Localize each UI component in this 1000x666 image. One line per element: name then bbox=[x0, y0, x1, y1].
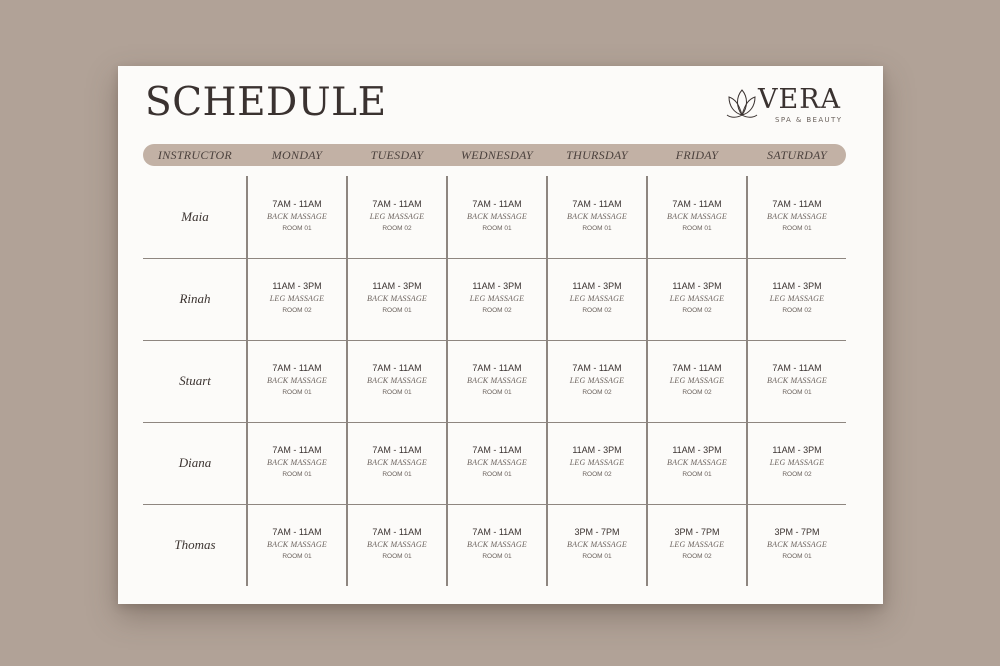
session-cell bbox=[747, 198, 847, 234]
header-day: MONDAY bbox=[271, 148, 323, 162]
session-cell bbox=[447, 362, 547, 398]
session-cell bbox=[647, 444, 747, 480]
session-time: 3PM - 7PM bbox=[774, 527, 820, 537]
session-cell bbox=[747, 280, 847, 316]
session-room: ROOM 02 bbox=[682, 389, 712, 396]
session-time: 7AM - 11AM bbox=[472, 199, 522, 209]
session-cell bbox=[647, 198, 747, 234]
session-room: ROOM 01 bbox=[382, 471, 412, 478]
session-time: 11AM - 3PM bbox=[272, 281, 322, 291]
header-day: TUESDAY bbox=[370, 148, 424, 162]
session-time: 7AM - 11AM bbox=[272, 527, 322, 537]
session-room: ROOM 01 bbox=[282, 471, 312, 478]
session-type: LEG MASSAGE bbox=[669, 376, 725, 385]
header-day: FRIDAY bbox=[675, 148, 719, 162]
session-type: BACK MASSAGE bbox=[267, 212, 327, 221]
session-room: ROOM 01 bbox=[382, 553, 412, 560]
session-cell bbox=[447, 444, 547, 480]
session-room: ROOM 01 bbox=[382, 307, 412, 314]
session-time: 7AM - 11AM bbox=[672, 363, 722, 373]
session-cell bbox=[347, 362, 447, 398]
session-cell bbox=[547, 444, 647, 480]
brand-tagline: SPA & BEAUTY bbox=[775, 116, 843, 124]
session-room: ROOM 01 bbox=[482, 553, 512, 560]
session-time: 7AM - 11AM bbox=[572, 363, 622, 373]
session-time: 7AM - 11AM bbox=[272, 445, 322, 455]
session-time: 11AM - 3PM bbox=[572, 281, 622, 291]
session-cell bbox=[447, 526, 547, 562]
session-time: 7AM - 11AM bbox=[472, 527, 522, 537]
session-room: ROOM 01 bbox=[782, 389, 812, 396]
session-room: ROOM 02 bbox=[582, 307, 612, 314]
instructor-name: Thomas bbox=[174, 537, 216, 552]
session-room: ROOM 02 bbox=[282, 307, 312, 314]
page-title: SCHEDULE bbox=[145, 80, 387, 125]
session-time: 11AM - 3PM bbox=[772, 445, 822, 455]
session-cell bbox=[347, 526, 447, 562]
session-room: ROOM 02 bbox=[682, 307, 712, 314]
row-divider bbox=[143, 422, 846, 423]
session-type: BACK MASSAGE bbox=[367, 376, 427, 385]
session-type: BACK MASSAGE bbox=[367, 540, 427, 549]
session-type: LEG MASSAGE bbox=[569, 458, 625, 467]
lotus-icon bbox=[725, 84, 759, 122]
session-type: BACK MASSAGE bbox=[367, 458, 427, 467]
session-type: BACK MASSAGE bbox=[767, 212, 827, 221]
session-type: BACK MASSAGE bbox=[467, 540, 527, 549]
session-room: ROOM 02 bbox=[782, 307, 812, 314]
session-type: BACK MASSAGE bbox=[367, 294, 427, 303]
session-room: ROOM 01 bbox=[682, 471, 712, 478]
session-time: 11AM - 3PM bbox=[772, 281, 822, 291]
session-type: LEG MASSAGE bbox=[769, 294, 825, 303]
session-room: ROOM 01 bbox=[782, 225, 812, 232]
session-time: 7AM - 11AM bbox=[772, 363, 822, 373]
session-room: ROOM 01 bbox=[282, 389, 312, 396]
session-type: LEG MASSAGE bbox=[669, 540, 725, 549]
schedule-grid bbox=[143, 176, 846, 586]
session-type: BACK MASSAGE bbox=[767, 376, 827, 385]
session-type: LEG MASSAGE bbox=[769, 458, 825, 467]
table-header bbox=[143, 144, 846, 166]
session-time: 7AM - 11AM bbox=[772, 199, 822, 209]
session-type: BACK MASSAGE bbox=[667, 212, 727, 221]
session-time: 7AM - 11AM bbox=[372, 199, 422, 209]
header-instructor: INSTRUCTOR bbox=[157, 148, 233, 162]
brand-name: VERA bbox=[758, 84, 842, 115]
session-cell bbox=[647, 526, 747, 562]
instructor-name: Diana bbox=[178, 455, 212, 470]
session-time: 7AM - 11AM bbox=[372, 363, 422, 373]
session-cell bbox=[647, 280, 747, 316]
session-room: ROOM 01 bbox=[282, 225, 312, 232]
instructor-name: Stuart bbox=[179, 373, 211, 388]
row-divider bbox=[143, 504, 846, 505]
session-type: LEG MASSAGE bbox=[269, 294, 325, 303]
session-type: BACK MASSAGE bbox=[767, 540, 827, 549]
session-cell bbox=[747, 362, 847, 398]
session-time: 7AM - 11AM bbox=[472, 363, 522, 373]
session-type: BACK MASSAGE bbox=[667, 458, 727, 467]
schedule-sheet bbox=[118, 66, 883, 604]
session-time: 7AM - 11AM bbox=[372, 445, 422, 455]
session-time: 3PM - 7PM bbox=[574, 527, 620, 537]
session-room: ROOM 01 bbox=[682, 225, 712, 232]
row-divider bbox=[143, 340, 846, 341]
session-time: 11AM - 3PM bbox=[572, 445, 622, 455]
session-time: 7AM - 11AM bbox=[272, 363, 322, 373]
session-time: 11AM - 3PM bbox=[472, 281, 522, 291]
instructor-name: Maia bbox=[181, 209, 209, 224]
session-type: BACK MASSAGE bbox=[567, 212, 627, 221]
session-room: ROOM 01 bbox=[482, 471, 512, 478]
session-room: ROOM 02 bbox=[482, 307, 512, 314]
session-cell bbox=[347, 280, 447, 316]
session-room: ROOM 01 bbox=[582, 225, 612, 232]
session-type: LEG MASSAGE bbox=[369, 212, 425, 221]
session-type: LEG MASSAGE bbox=[469, 294, 525, 303]
session-cell bbox=[347, 198, 447, 234]
session-time: 11AM - 3PM bbox=[372, 281, 422, 291]
session-cell bbox=[547, 526, 647, 562]
session-room: ROOM 02 bbox=[582, 389, 612, 396]
session-type: BACK MASSAGE bbox=[467, 376, 527, 385]
session-type: BACK MASSAGE bbox=[567, 540, 627, 549]
session-cell bbox=[547, 362, 647, 398]
row-divider bbox=[143, 258, 846, 259]
session-room: ROOM 01 bbox=[482, 225, 512, 232]
session-time: 7AM - 11AM bbox=[572, 199, 622, 209]
session-room: ROOM 02 bbox=[682, 553, 712, 560]
session-cell bbox=[747, 444, 847, 480]
session-cell bbox=[447, 280, 547, 316]
session-room: ROOM 01 bbox=[282, 553, 312, 560]
session-room: ROOM 01 bbox=[782, 553, 812, 560]
session-type: BACK MASSAGE bbox=[267, 540, 327, 549]
session-cell bbox=[247, 526, 347, 562]
session-time: 11AM - 3PM bbox=[672, 445, 722, 455]
session-cell bbox=[247, 198, 347, 234]
session-time: 11AM - 3PM bbox=[672, 281, 722, 291]
session-cell bbox=[247, 444, 347, 480]
session-time: 7AM - 11AM bbox=[672, 199, 722, 209]
session-cell bbox=[647, 362, 747, 398]
session-cell bbox=[747, 526, 847, 562]
instructor-name: Rinah bbox=[179, 291, 211, 306]
session-type: LEG MASSAGE bbox=[569, 376, 625, 385]
session-time: 7AM - 11AM bbox=[372, 527, 422, 537]
session-type: LEG MASSAGE bbox=[669, 294, 725, 303]
session-time: 7AM - 11AM bbox=[472, 445, 522, 455]
session-type: LEG MASSAGE bbox=[569, 294, 625, 303]
session-time: 7AM - 11AM bbox=[272, 199, 322, 209]
session-cell bbox=[447, 198, 547, 234]
session-type: BACK MASSAGE bbox=[267, 458, 327, 467]
session-type: BACK MASSAGE bbox=[267, 376, 327, 385]
header-day: SATURDAY bbox=[767, 148, 827, 162]
session-room: ROOM 01 bbox=[382, 389, 412, 396]
session-cell bbox=[347, 444, 447, 480]
session-room: ROOM 02 bbox=[782, 471, 812, 478]
session-cell bbox=[247, 280, 347, 316]
session-room: ROOM 02 bbox=[582, 471, 612, 478]
session-cell bbox=[547, 280, 647, 316]
session-cell bbox=[547, 198, 647, 234]
session-room: ROOM 01 bbox=[582, 553, 612, 560]
brand-logo bbox=[725, 84, 850, 128]
session-type: BACK MASSAGE bbox=[467, 212, 527, 221]
session-room: ROOM 01 bbox=[482, 389, 512, 396]
session-room: ROOM 02 bbox=[382, 225, 412, 232]
session-cell bbox=[247, 362, 347, 398]
header-day: THURSDAY bbox=[566, 148, 628, 162]
session-time: 3PM - 7PM bbox=[674, 527, 720, 537]
session-type: BACK MASSAGE bbox=[467, 458, 527, 467]
header-day: WEDNESDAY bbox=[460, 148, 534, 162]
